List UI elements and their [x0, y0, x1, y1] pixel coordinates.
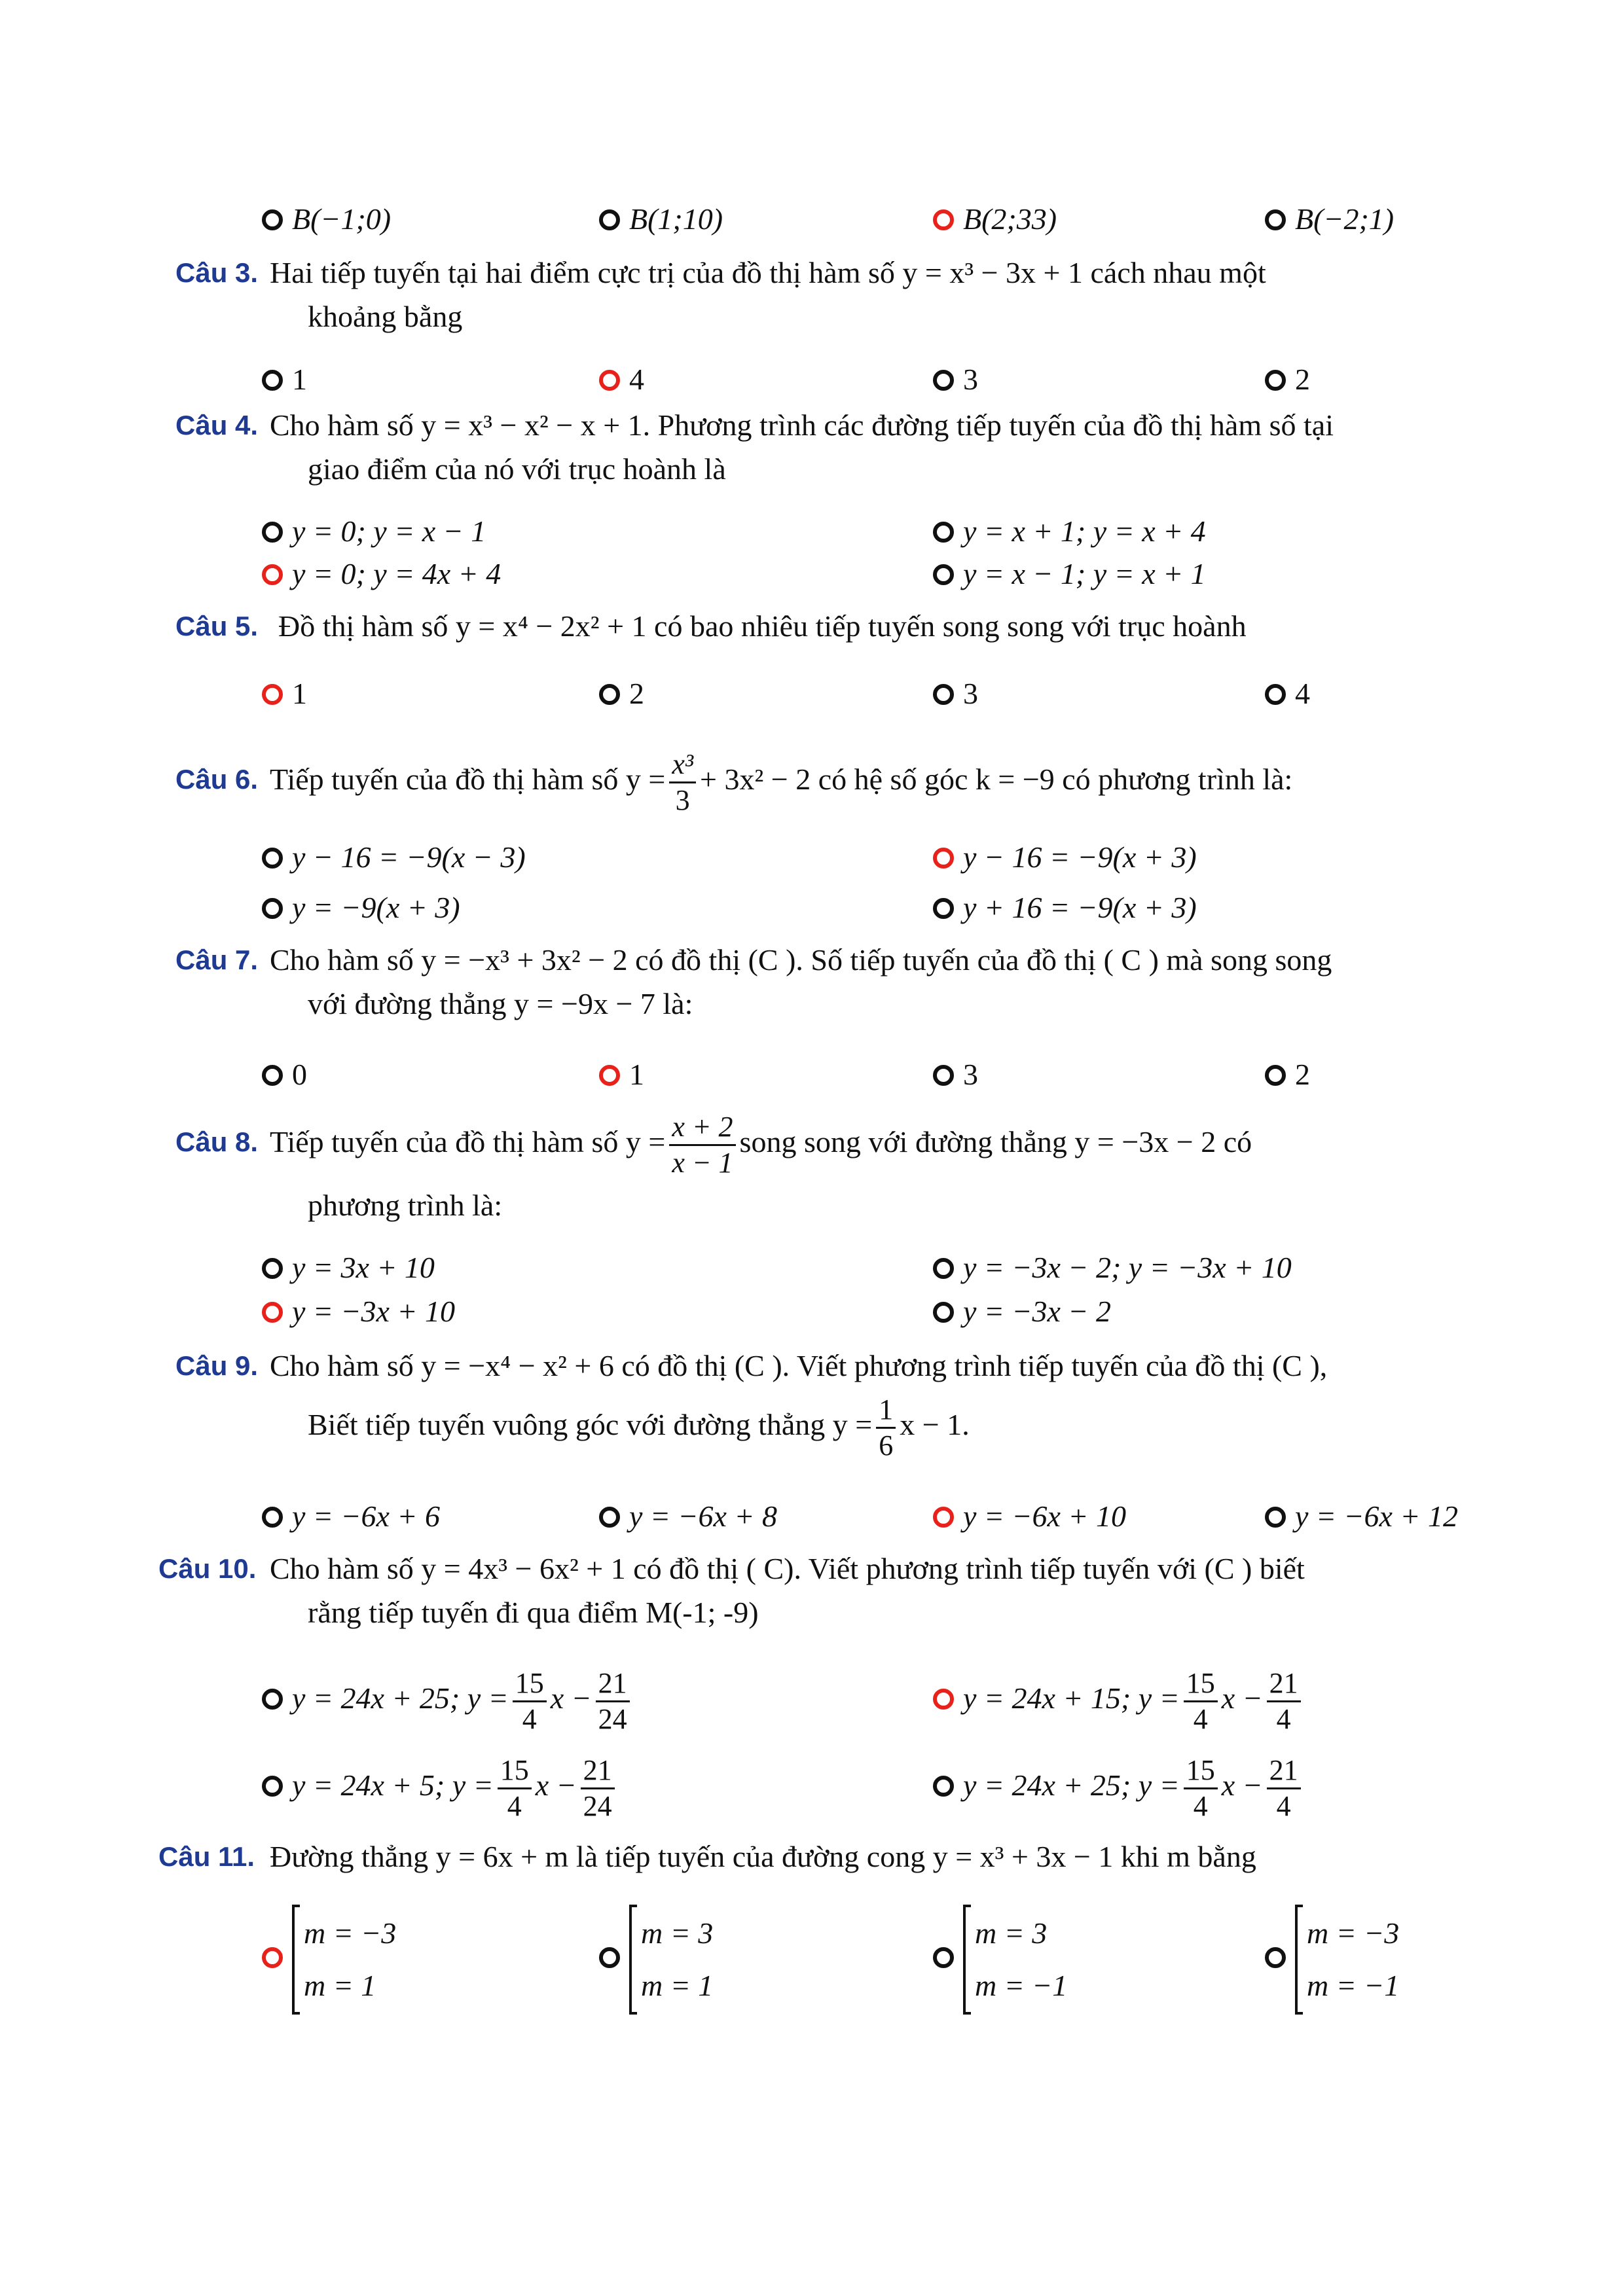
option-marker-icon [262, 370, 283, 391]
option-marker-icon [262, 1507, 283, 1528]
q8-text-line2: phương trình là: [308, 1189, 503, 1222]
q10-number: Câu 10. [158, 1553, 257, 1584]
q11-option-a[interactable] [262, 1901, 396, 2013]
q10-option-c[interactable]: y = 24x + 5; y = $\frac{15}{4}$ x − $\frac{21}{24}$ [262, 1746, 619, 1825]
q6-text-line1: Câu 6. Tiếp tuyến của đồ thị hàm số y = $\frac{\text{x³}}{3}$ + 3x² − 2 có hệ số góc k = −9 có phương trình là: [0, 744, 1623, 816]
q4-option-a[interactable]: y = 0; y = x − 1 [262, 511, 486, 552]
option-marker-icon [599, 1947, 620, 1968]
system-bracket: m = 3 m = −1 [963, 1905, 1067, 2015]
option-marker-icon [933, 564, 954, 585]
q2-option-d[interactable]: B(−2;1) [1265, 198, 1394, 240]
option-marker-icon [933, 1776, 954, 1797]
q9-option-d[interactable]: y = −6x + 12 [1265, 1496, 1458, 1537]
option-marker-icon [1265, 684, 1286, 705]
q5-option-a[interactable]: 1 [262, 673, 307, 715]
q4-text-line2: giao điểm của nó với trục hoành là [308, 452, 726, 486]
q5-option-b[interactable]: 2 [599, 673, 644, 715]
system-bracket: m = 3 m = 1 [629, 1905, 713, 2015]
system-bracket: m = −3 m = 1 [292, 1905, 396, 2015]
q7-option-c[interactable]: 3 [933, 1054, 978, 1096]
q10-text-line1: Câu 10. Cho hàm số y = 4x³ − 6x² + 1 có đồ thị ( C). Viết phương trình tiếp tuyến với (C ) biết [0, 1548, 1623, 1590]
q8-option-a[interactable]: y = 3x + 10 [262, 1247, 435, 1289]
q7-number: Câu 7. [175, 944, 259, 975]
q11-option-d[interactable] [1265, 1901, 1399, 2013]
option-marker-icon [1265, 209, 1286, 230]
q11-number: Câu 11. [158, 1841, 255, 1872]
answer-marker-icon [933, 1507, 954, 1528]
answer-marker-icon [262, 684, 283, 705]
q8-option-c[interactable]: y = −3x + 10 [262, 1291, 455, 1333]
option-marker-icon [1265, 1507, 1286, 1528]
q8-text-line1: Câu 8. Tiếp tuyến của đồ thị hàm số y = $\frac{x + 2}{x - 1}$ song song với đường thẳng y = −3x − 2 có [0, 1106, 1623, 1178]
q9-fraction: $\frac{1}{6}$ [876, 1393, 896, 1463]
q8-fraction: $\frac{x + 2}{x - 1}$ [669, 1110, 735, 1180]
option-marker-icon [933, 370, 954, 391]
q3-option-d[interactable]: 2 [1265, 359, 1310, 401]
q3-option-b[interactable]: 4 [599, 359, 644, 401]
answer-marker-icon [599, 370, 620, 391]
q11-text-line1: Câu 11. Đường thẳng y = 6x + m là tiếp tuyến của đường cong y = x³ + 3x − 1 khi m bằng [0, 1836, 1623, 1878]
option-marker-icon [933, 522, 954, 543]
option-marker-icon [599, 209, 620, 230]
q10-option-d[interactable]: y = 24x + 25; y = $\frac{15}{4}$ x − $\frac{21}{4}$ [933, 1746, 1305, 1825]
q4-option-c[interactable]: y = 0; y = 4x + 4 [262, 553, 501, 595]
q9-number: Câu 9. [175, 1350, 259, 1381]
q5-option-c[interactable]: 3 [933, 673, 978, 715]
q8-number: Câu 8. [175, 1126, 259, 1157]
q10-text-line2: rằng tiếp tuyến đi qua điểm M(-1; -9) [308, 1596, 759, 1629]
q9-option-b[interactable]: y = −6x + 8 [599, 1496, 777, 1537]
q2-option-c[interactable]: B(2;33) [933, 198, 1057, 240]
q3-text-line2: khoảng bằng [308, 300, 463, 333]
q7-option-b[interactable]: 1 [599, 1054, 644, 1096]
q5-option-d[interactable]: 4 [1265, 673, 1310, 715]
q7-text-line2: với đường thẳng y = −9x − 7 là: [308, 987, 693, 1020]
q8-option-d[interactable]: y = −3x − 2 [933, 1291, 1111, 1333]
q6-option-d[interactable]: y + 16 = −9(x + 3) [933, 887, 1197, 929]
q9-option-a[interactable]: y = −6x + 6 [262, 1496, 440, 1537]
option-marker-icon [262, 522, 283, 543]
system-bracket: m = −3 m = −1 [1295, 1905, 1399, 2015]
q10-option-b[interactable]: y = 24x + 15; y = $\frac{15}{4}$ x − $\frac{21}{4}$ [933, 1659, 1305, 1738]
q2-option-b[interactable]: B(1;10) [599, 198, 723, 240]
option-marker-icon [1265, 370, 1286, 391]
q11-option-c[interactable] [933, 1901, 1067, 2013]
option-marker-icon [262, 1689, 283, 1710]
q2-option-a[interactable]: B(−1;0) [262, 198, 391, 240]
answer-marker-icon [599, 1065, 620, 1086]
q4-text-line1: Câu 4. Cho hàm số y = x³ − x² − x + 1. Phương trình các đường tiếp tuyến của đồ thị hàm số tại [0, 404, 1623, 446]
q5-text-line1: Câu 5. Đồ thị hàm số y = x⁴ − 2x² + 1 có bao nhiêu tiếp tuyến song song với trục hoành [0, 605, 1623, 647]
option-marker-icon [933, 1065, 954, 1086]
q6-fraction: $\frac{\text{x³}}{3}$ [669, 747, 696, 817]
answer-marker-icon [262, 564, 283, 585]
q3-option-a[interactable]: 1 [262, 359, 307, 401]
q4-number: Câu 4. [175, 410, 259, 440]
q7-option-a[interactable]: 0 [262, 1054, 307, 1096]
q4-option-b[interactable]: y = x + 1; y = x + 4 [933, 511, 1206, 552]
answer-marker-icon [262, 1947, 283, 1968]
q6-number: Câu 6. [175, 764, 259, 795]
answer-marker-icon [933, 1689, 954, 1710]
option-marker-icon [933, 684, 954, 705]
option-marker-icon [933, 1258, 954, 1279]
q9-option-c[interactable]: y = −6x + 10 [933, 1496, 1126, 1537]
q4-option-d[interactable]: y = x − 1; y = x + 1 [933, 553, 1206, 595]
option-marker-icon [933, 1947, 954, 1968]
option-marker-icon [933, 898, 954, 919]
answer-marker-icon [262, 1302, 283, 1323]
q6-option-a[interactable]: y − 16 = −9(x − 3) [262, 836, 526, 878]
option-marker-icon [262, 848, 283, 869]
q6-option-c[interactable]: y = −9(x + 3) [262, 887, 460, 929]
q6-option-b[interactable]: y − 16 = −9(x + 3) [933, 836, 1197, 878]
q3-number: Câu 3. [175, 257, 259, 288]
option-marker-icon [599, 1507, 620, 1528]
option-marker-icon [1265, 1947, 1286, 1968]
option-marker-icon [262, 209, 283, 230]
q5-number: Câu 5. [175, 611, 259, 641]
q7-text-line1: Câu 7. Cho hàm số y = −x³ + 3x² − 2 có đồ thị (C ). Số tiếp tuyến của đồ thị ( C ) mà song song [0, 939, 1623, 981]
option-marker-icon [262, 1776, 283, 1797]
option-marker-icon [262, 1258, 283, 1279]
option-marker-icon [262, 898, 283, 919]
option-marker-icon [1265, 1065, 1286, 1086]
q7-option-d[interactable]: 2 [1265, 1054, 1310, 1096]
option-marker-icon [599, 684, 620, 705]
answer-marker-icon [933, 209, 954, 230]
q9-text-line1: Câu 9. Cho hàm số y = −x⁴ − x² + 6 có đồ thị (C ). Viết phương trình tiếp tuyến của đồ thị (C ), [0, 1345, 1623, 1387]
q9-text-line2: Biết tiếp tuyến vuông góc với đường thẳng y = $\frac{1}{6}$ x − 1. [308, 1393, 970, 1462]
q3-text-line1: Câu 3. Hai tiếp tuyến tại hai điểm cực trị của đồ thị hàm số y = x³ − 3x + 1 cách nhau một [0, 252, 1623, 294]
option-marker-icon [262, 1065, 283, 1086]
q3-option-c[interactable]: 3 [933, 359, 978, 401]
q10-option-a[interactable]: y = 24x + 25; y = $\frac{15}{4}$ x − $\frac{21}{24}$ [262, 1659, 634, 1738]
q8-option-b[interactable]: y = −3x − 2; y = −3x + 10 [933, 1247, 1292, 1289]
option-marker-icon [933, 1302, 954, 1323]
answer-marker-icon [933, 848, 954, 869]
q11-option-b[interactable] [599, 1901, 713, 2013]
